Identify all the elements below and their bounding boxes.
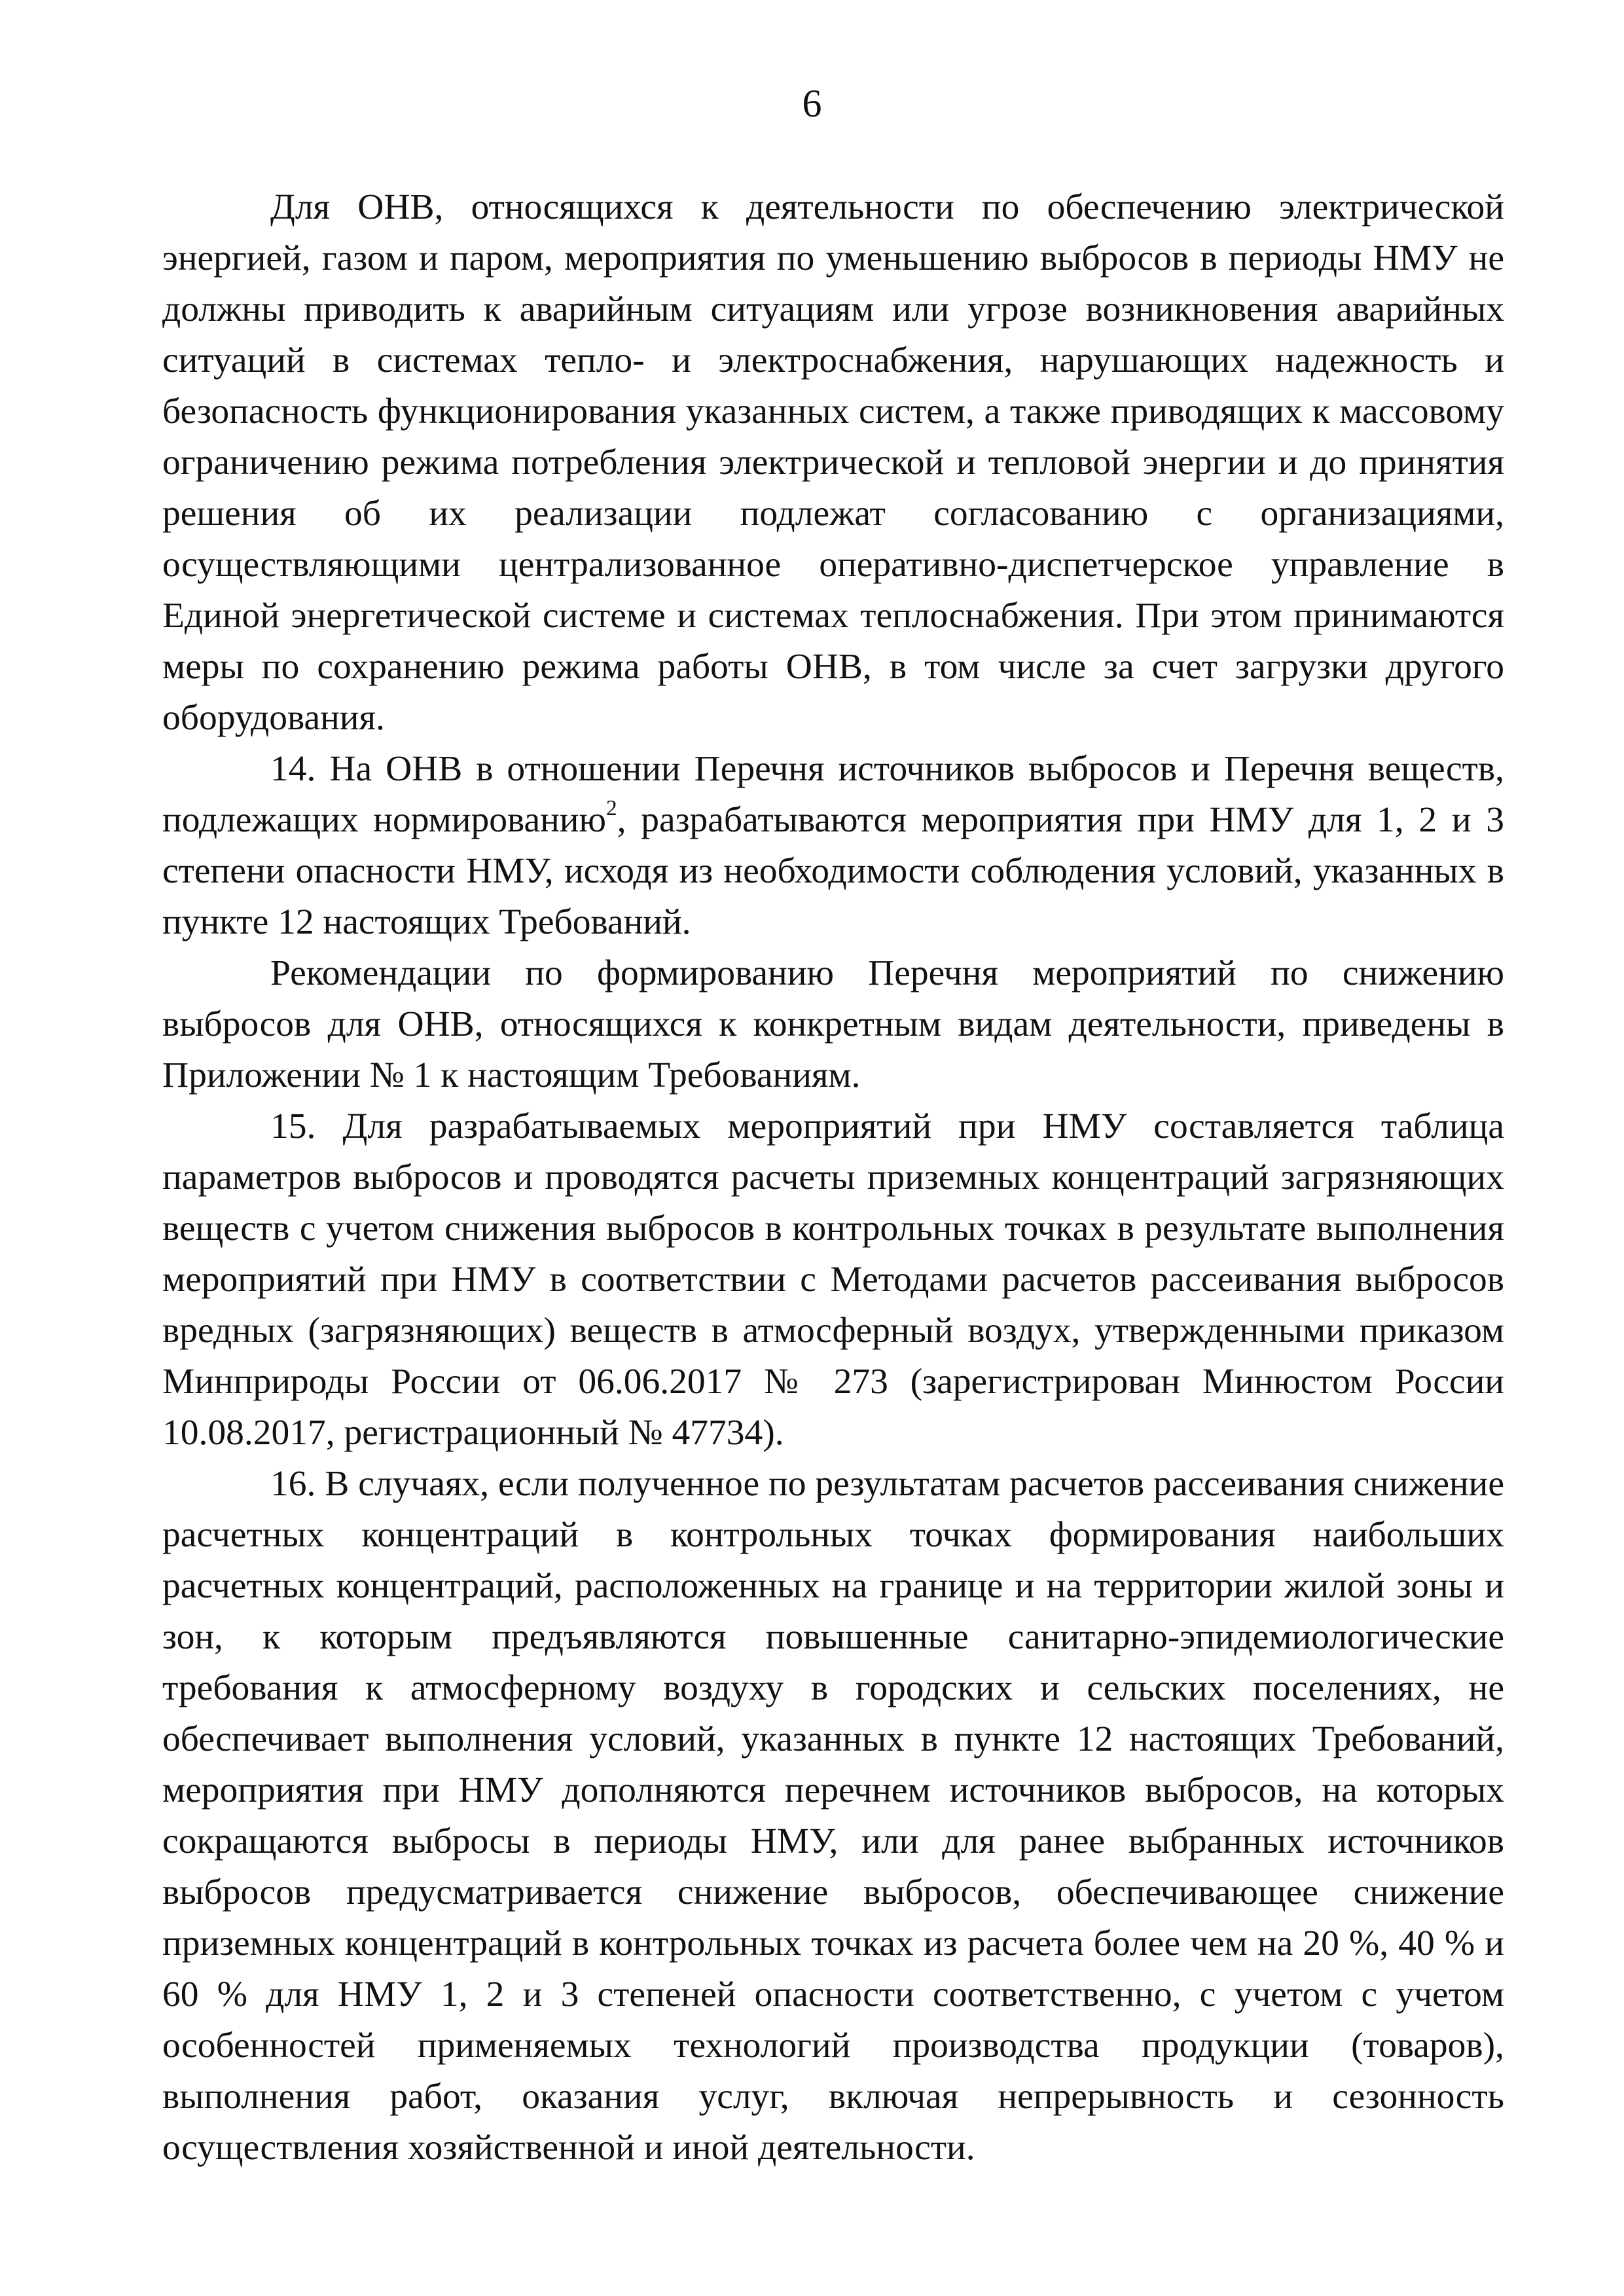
paragraph-recommendations: Рекомендации по формированию Перечня мероприятий по снижению выбросов для ОНВ, относящихся к конкретным видам деятельности, приведены в Приложении № 1 к настоящим Требованиям. [162, 953, 1504, 1095]
paragraph-onv-energy: Для ОНВ, относящихся к деятельности по обеспечению электрической энергией, газом и паром, мероприятия по уменьшению выбросов в периоды НМУ не должны приводить к аварийным ситуациям или угрозе возникновения аварийных ситуаций в системах тепло- и электроснабжения, нарушающих надежность и безопасность функционирования указанных систем, а также приводящих к массовому ограничению режима потребления электрической и тепловой энергии и до принятия решения об их реализации подлежат согласованию с организациями, осуществляющими централизованное оперативно-диспетчерское управление в Единой энергетической системе и системах теплоснабжения. При этом принимаются меры по сохранению режима работы ОНВ, в том числе за счет загрузки другого оборудования. [162, 187, 1504, 738]
document-body [162, 182, 1504, 2174]
paragraph-item-16: 16. В случаях, если полученное по результатам расчетов рассеивания снижение расчетных концентраций в контрольных точках формирования наибольших расчетных концентраций, расположенных на границе и на территории жилой зоны и зон, к которым предъявляются повышенные санитарно-эпидемиологические требования к атмосферному воздуху в городских и сельских поселениях, не обеспечивает выполнения условий, указанных в пункте 12 настоящих Требований, мероприятия при НМУ дополняются перечнем источников выбросов, на которых сокращаются выбросы в периоды НМУ, или для ранее выбранных источников выбросов предусматривается снижение выбросов, обеспечивающее снижение приземных концентраций в контрольных точках из расчета более чем на 20 %, 40 % и 60 % для НМУ 1, 2 и 3 степеней опасности соответственно, с учетом с учетом особенностей применяемых технологий производства продукции (товаров), выполнения работ, оказания услуг, включая непрерывность и сезонность осуществления хозяйственной и иной деятельности. [162, 1464, 1504, 2168]
footnote-marker: 2 [605, 796, 617, 821]
page-number: 6 [802, 82, 822, 125]
paragraph-item-14 [162, 744, 1504, 948]
item-14-text-end: , разрабатываются мероприятия при НМУ для 1, 2 и 3 степени опасности НМУ, исходя из необходимости соблюдения условий, указанных в пункте 12 настоящих Требований. [162, 800, 1504, 942]
paragraph-item-15: 15. Для разрабатываемых мероприятий при НМУ составляется таблица параметров выбросов и проводятся расчеты приземных концентраций загрязняющих веществ с учетом снижения выбросов в контрольных точках в результате выполнения мероприятий при НМУ в соответствии с Методами расчетов рассеивания выбросов вредных (загрязняющих) веществ в атмосферный воздух, утвержденными приказом Минприроды России от 06.06.2017 № 273 (зарегистрирован Минюстом России 10.08.2017, регистрационный № 47734). [162, 1106, 1504, 1453]
item-14-text-start: 14. На ОНВ в отношении Перечня источников выбросов и Перечня веществ, подлежащих нормированию [162, 749, 1504, 840]
